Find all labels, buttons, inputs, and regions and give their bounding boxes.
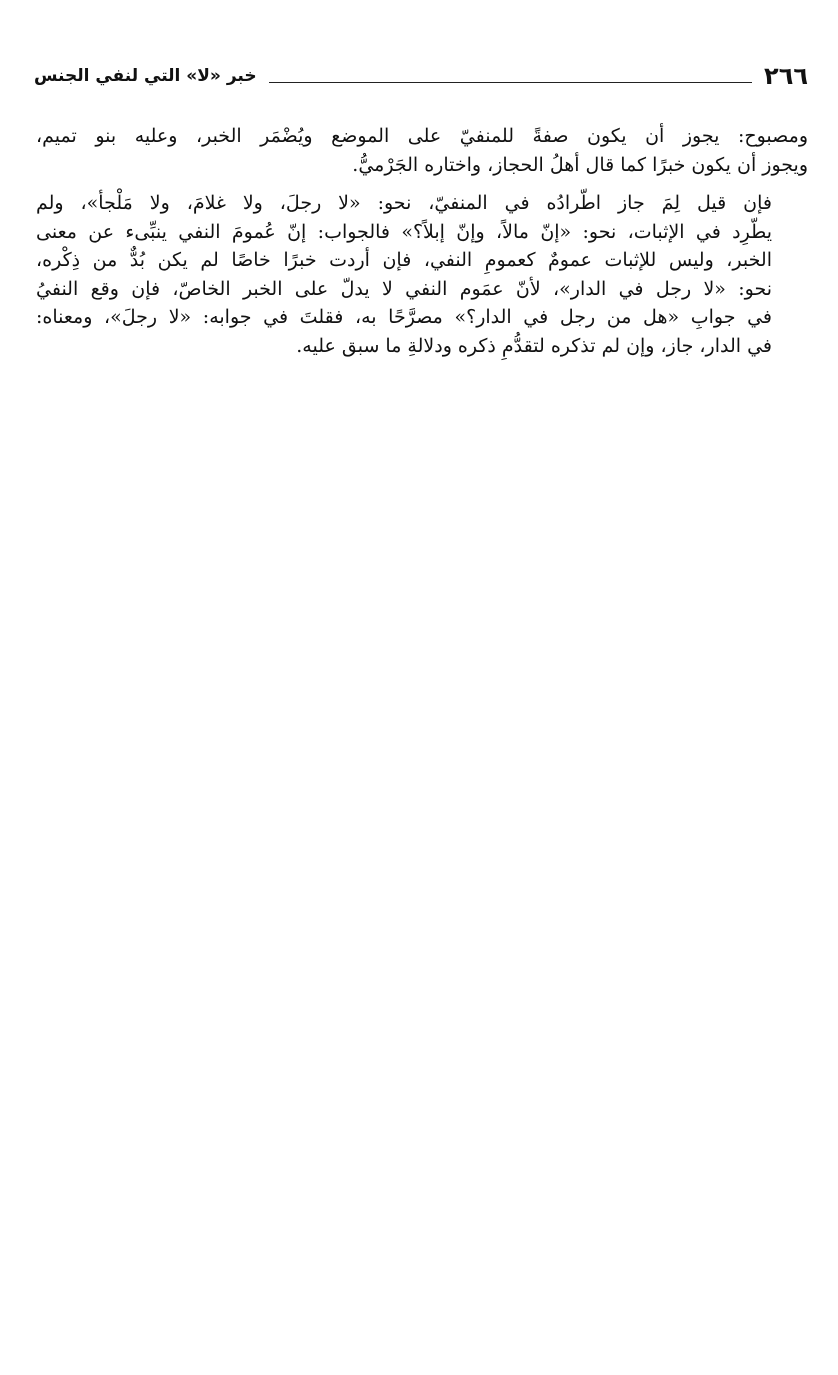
header-rule <box>269 82 752 83</box>
text-line: فإن قيل لِمَ جاز اطّرادُه في المنفيّ، نحو: «لا رجلَ، ولا غلامَ، ولا مَلْجأ»، ولم <box>36 192 772 214</box>
text-line: يطّرِد في الإثبات، نحو: «إنّ مالاً، وإنّ إبلاً؟» فالجواب: إنّ عُمومَ النفي ينبِّىء عن معنى <box>36 220 772 243</box>
paragraph-1 <box>36 122 808 179</box>
section-title: خبر «لا» التي لنفي الجنس <box>34 66 257 86</box>
body-text <box>36 122 808 360</box>
running-header <box>34 58 808 90</box>
page-number: ٢٦٦ <box>764 62 808 90</box>
text-line: نحو: «لا رجل في الدار»، لأنّ عمَوم النفي لا يدلّ على الخبر الخاصّ، فإن وقع النفيُ <box>36 277 772 300</box>
text-line: الخبر، وليس للإثبات عمومٌ كعمومِ النفي، فإن أردت خبرًا خاصًا لم يكن بُدٌّ من ذِكْره، <box>36 249 772 271</box>
text-line: في الدار، جاز، وإن لم تذكره لتقدُّمِ ذكره ودلالةِ ما سبق عليه. <box>296 334 772 357</box>
text-line: ومصبوح: يجوز أن يكون صفةً للمنفيّ على الموضع ويُضْمَر الخبر، وعليه بنو تميم، <box>36 125 808 147</box>
text-line: في جوابِ «هل من رجل في الدار؟» مصرَّحًا به، فقلتَ في جوابه: «لا رجلَ»، ومعناه: <box>36 306 772 328</box>
text-line: ويجوز أن يكون خبرًا كما قال أهلُ الحجاز، واختاره الجَرْميُّ. <box>352 153 808 176</box>
paragraph-2 <box>36 189 808 360</box>
